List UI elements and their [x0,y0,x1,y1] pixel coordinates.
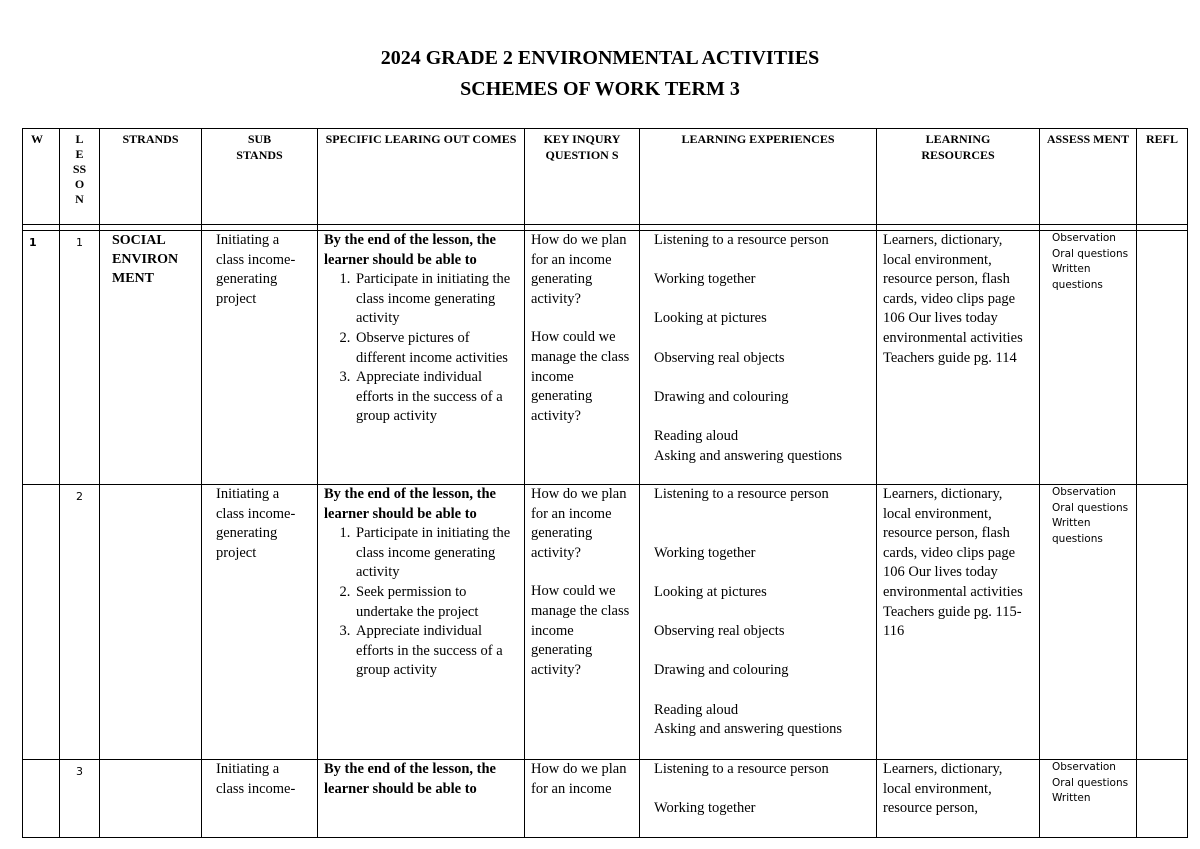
outcome-intro: By the end of the lesson, the learner should be able to [324,486,496,522]
experience-item: Asking and answering questions [654,447,843,464]
experience-item: Working together [654,800,756,817]
header-resources: LEARNING RESOURCES [877,129,1040,225]
table-row [23,231,1188,485]
experience-item: Listening to a resource person [654,232,829,248]
week-cell [23,760,60,838]
strand-cell [100,485,202,760]
assessment-cell: Observation Oral questions Written questions [1040,485,1137,760]
lesson-cell: 1 [60,231,100,485]
experience-item: Listening to a resource person [654,761,829,777]
sub-strand-cell: Initiating a class income-generating project [202,485,318,760]
reflection-cell [1137,485,1188,760]
header-outcomes: SPECIFIC LEARING OUT COMES [318,129,525,225]
document-subtitle: SCHEMES OF WORK TERM 3 [460,78,740,100]
experience-item: Observing real objects [654,623,785,640]
experience-item: Looking at pictures [654,583,767,600]
outcomes-cell [318,485,525,760]
experience-item: Reading aloud [654,701,739,718]
resources-cell: Learners, dictionary, local environment, resource person, flash cards, video clips page 106 Our lives today environmental activities Teachers guide pg. 115-116 [877,485,1040,760]
lesson-cell: 3 [60,760,100,838]
experiences-cell [640,231,877,485]
header-experiences: LEARNING EXPERIENCES [640,129,877,225]
outcome-list [324,524,518,681]
outcomes-cell [318,231,525,485]
experience-item: Looking at pictures [654,310,767,327]
table-row [23,760,1188,838]
experience-item: Drawing and colouring [654,388,789,405]
sub-strand-cell: Initiating a class income- [202,760,318,838]
header-assessment: ASSESS MENT [1040,129,1137,225]
assessment-cell: Observation Oral questions Written [1040,760,1137,838]
experiences-cell [640,485,877,760]
header-row [23,129,1188,225]
reflection-cell [1137,231,1188,485]
lesson-cell: 2 [60,485,100,760]
outcome-item: 2. Observe pictures of different income activities [354,329,518,368]
outcome-item: 2. Seek permission to undertake the project [354,583,518,622]
resources-cell: Learners, dictionary, local environment, resource person, [877,760,1040,838]
experience-item: Working together [654,271,756,288]
experience-item: Asking and answering questions [654,721,843,738]
experience-item: Drawing and colouring [654,662,789,679]
key-inquiry-cell [525,231,640,485]
header-sub-strands: SUB STANDS [202,129,318,225]
strand-cell [100,760,202,838]
outcome-item: 3. Appreciate individual efforts in the success of a group activity [354,368,518,427]
key-question: How do we plan for an income [531,761,627,797]
experience-item: Observing real objects [654,349,785,366]
outcomes-cell [318,760,525,838]
key-question: How do we plan for an income generating activity? [531,232,627,307]
resources-cell: Learners, dictionary, local environment, resource person, flash cards, video clips page 106 Our lives today environmental activities Teachers guide pg. 114 [877,231,1040,485]
key-inquiry-cell [525,485,640,760]
document-title: 2024 GRADE 2 ENVIRONMENTAL ACTIVITIES [380,47,820,69]
key-question: How could we manage the class income generating activity? [531,329,630,424]
week-cell: 1 [23,231,60,485]
week-cell [23,485,60,760]
outcome-intro: By the end of the lesson, the learner should be able to [324,232,496,268]
key-inquiry-cell [525,760,640,838]
sub-strand-cell: Initiating a class income-generating project [202,231,318,485]
outcome-item: 3. Appreciate individual efforts in the success of a group activity [354,622,518,681]
outcome-item: 1. Participate in initiating the class income generating activity [354,524,518,583]
header-key-inquiry: KEY INQURY QUESTION S [525,129,640,225]
outcome-item: 1. Participate in initiating the class income generating activity [354,270,518,329]
header-reflection: REFL [1137,129,1188,225]
key-question: How could we manage the class income generating activity? [531,583,630,678]
experience-item: Reading aloud [654,427,739,444]
table-row [23,485,1188,760]
header-strands: STRANDS [100,129,202,225]
strand-cell: SOCIAL ENVIRON MENT [100,231,202,485]
key-question: How do we plan for an income generating activity? [531,486,627,561]
outcome-intro: By the end of the lesson, the learner should be able to [324,761,496,797]
experience-item: Working together [654,544,756,561]
assessment-cell: Observation Oral questions Written questions [1040,231,1137,485]
header-lesson: L E SS O N [60,129,100,225]
experience-item: Listening to a resource person [654,486,829,502]
header-week: W [23,129,60,225]
experiences-cell [640,760,877,838]
scheme-table [22,128,1188,838]
outcome-list [324,270,518,427]
reflection-cell [1137,760,1188,838]
